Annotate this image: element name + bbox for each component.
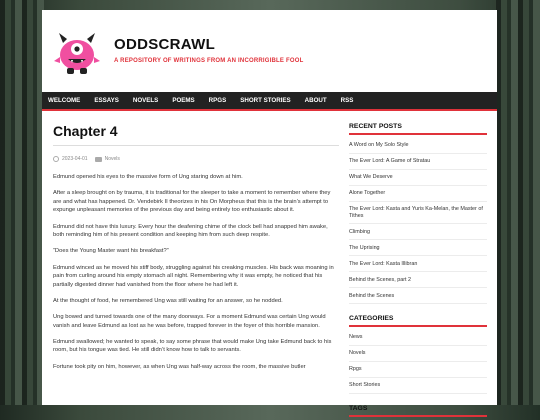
page-container	[42, 10, 497, 413]
site-header	[42, 10, 497, 92]
post-paragraph: After a sleep brought on by trauma, it is traditional for the sleeper to take a moment to remember where they are and what has happened. Dr. Vendebirk II theorizes in his On Morpheus that this is the brain’s attempt to expunge unpleasant memories of the previous day and being entirely too enthusiastic about it.	[53, 190, 331, 214]
post-paragraph: “Does the Young Master want his breakfast?”	[53, 248, 169, 255]
sidebar	[349, 123, 487, 420]
recent-post-link[interactable]: Climbing	[349, 224, 487, 240]
post-paragraph: Ung bowed and turned towards one of the many doorways. For a moment Edmund was certain Ung would vanish and leave Edmund as lost as he was before, trapped forever in the foyer of this horrible mansion.	[53, 314, 326, 329]
pink-monster-logo[interactable]	[53, 29, 101, 77]
background-forest-left	[0, 0, 44, 405]
nav-rpgs[interactable]: RPGS	[208, 97, 227, 104]
category-link[interactable]: Short Stories	[349, 378, 487, 394]
clock-icon	[53, 156, 59, 162]
main-content	[53, 123, 339, 371]
post-paragraph: At the thought of food, he remembered Ung was still waiting for an answer, so he nodded.	[53, 297, 283, 304]
post-meta	[53, 156, 339, 162]
post-paragraph: Edmund winced as he moved his stiff body, struggling against his creaking muscles. His back was moaning in pain from curling around his empty stomach all night. Remembering why it was empty, he noticed that his partially digested dinner had vanished from the floor where he had left it.	[53, 264, 334, 288]
nav-poems[interactable]: POEMS	[172, 97, 195, 104]
recent-post-link[interactable]: The Ever Lord: Kasta and Yuris Ka-Melan, the Master of Tithes	[349, 202, 487, 225]
post-paragraph: Edmund opened his eyes to the massive form of Ung staring down at him.	[53, 174, 243, 180]
post-body	[53, 173, 339, 371]
recent-posts-title: RECENT POSTS	[349, 123, 487, 135]
nav-essays[interactable]: ESSAYS	[94, 97, 119, 104]
post-title: Chapter 4	[53, 123, 339, 146]
recent-post-link[interactable]: What We Deserve	[349, 170, 487, 186]
categories-title: CATEGORIES	[349, 315, 487, 327]
post-category-link[interactable]: Novels	[104, 156, 120, 162]
nav-short-stories[interactable]: SHORT STORIES	[240, 97, 291, 104]
post-paragraph: Edmund did not have this luxury. Every hour the deafening chime of the clock bell had snapped him awake, both reminding him of his present condition and keeping him from such deep respite.	[53, 223, 328, 239]
category-link[interactable]: Novels	[349, 346, 487, 362]
recent-post-link[interactable]: Behind the Scenes	[349, 288, 487, 304]
background-forest-right	[496, 0, 540, 405]
post-date: 2023-04-01	[62, 156, 88, 162]
main-nav	[42, 92, 497, 111]
recent-post-link[interactable]: The Uprising	[349, 240, 487, 256]
recent-post-link[interactable]: A Word on My Solo Style	[349, 138, 487, 154]
site-title[interactable]: ODDSCRAWL	[114, 36, 216, 53]
site-tagline: A REPOSITORY OF WRITINGS FROM AN INCORRIGIBLE FOOL	[114, 58, 304, 64]
nav-about[interactable]: ABOUT	[304, 97, 327, 104]
nav-rss[interactable]: RSS	[340, 97, 354, 104]
recent-post-link[interactable]: Behind the Scenes, part 2	[349, 272, 487, 288]
recent-post-link[interactable]: The Ever Lord: Kasta Illibran	[349, 256, 487, 272]
post-paragraph: Fortune took pity on him, however, as when Ung was half-way across the room, the massive butler	[53, 363, 306, 370]
nav-welcome[interactable]: WELCOME	[48, 97, 81, 104]
recent-post-link[interactable]: Alone Together	[349, 186, 487, 202]
nav-novels[interactable]: NOVELS	[132, 97, 159, 104]
folder-icon	[95, 157, 102, 162]
category-link[interactable]: Rpgs	[349, 362, 487, 378]
post-paragraph: Edmund swallowed; he wanted to speak, to say some phrase that would make Ung take Edmund back to his room, but his tongue was tied. He still didn’t know how to talk to servants.	[53, 338, 332, 354]
recent-post-link[interactable]: The Ever Lord: A Game of Stratau	[349, 154, 487, 170]
tags-title: TAGS	[349, 405, 487, 417]
category-link[interactable]: News	[349, 330, 487, 346]
